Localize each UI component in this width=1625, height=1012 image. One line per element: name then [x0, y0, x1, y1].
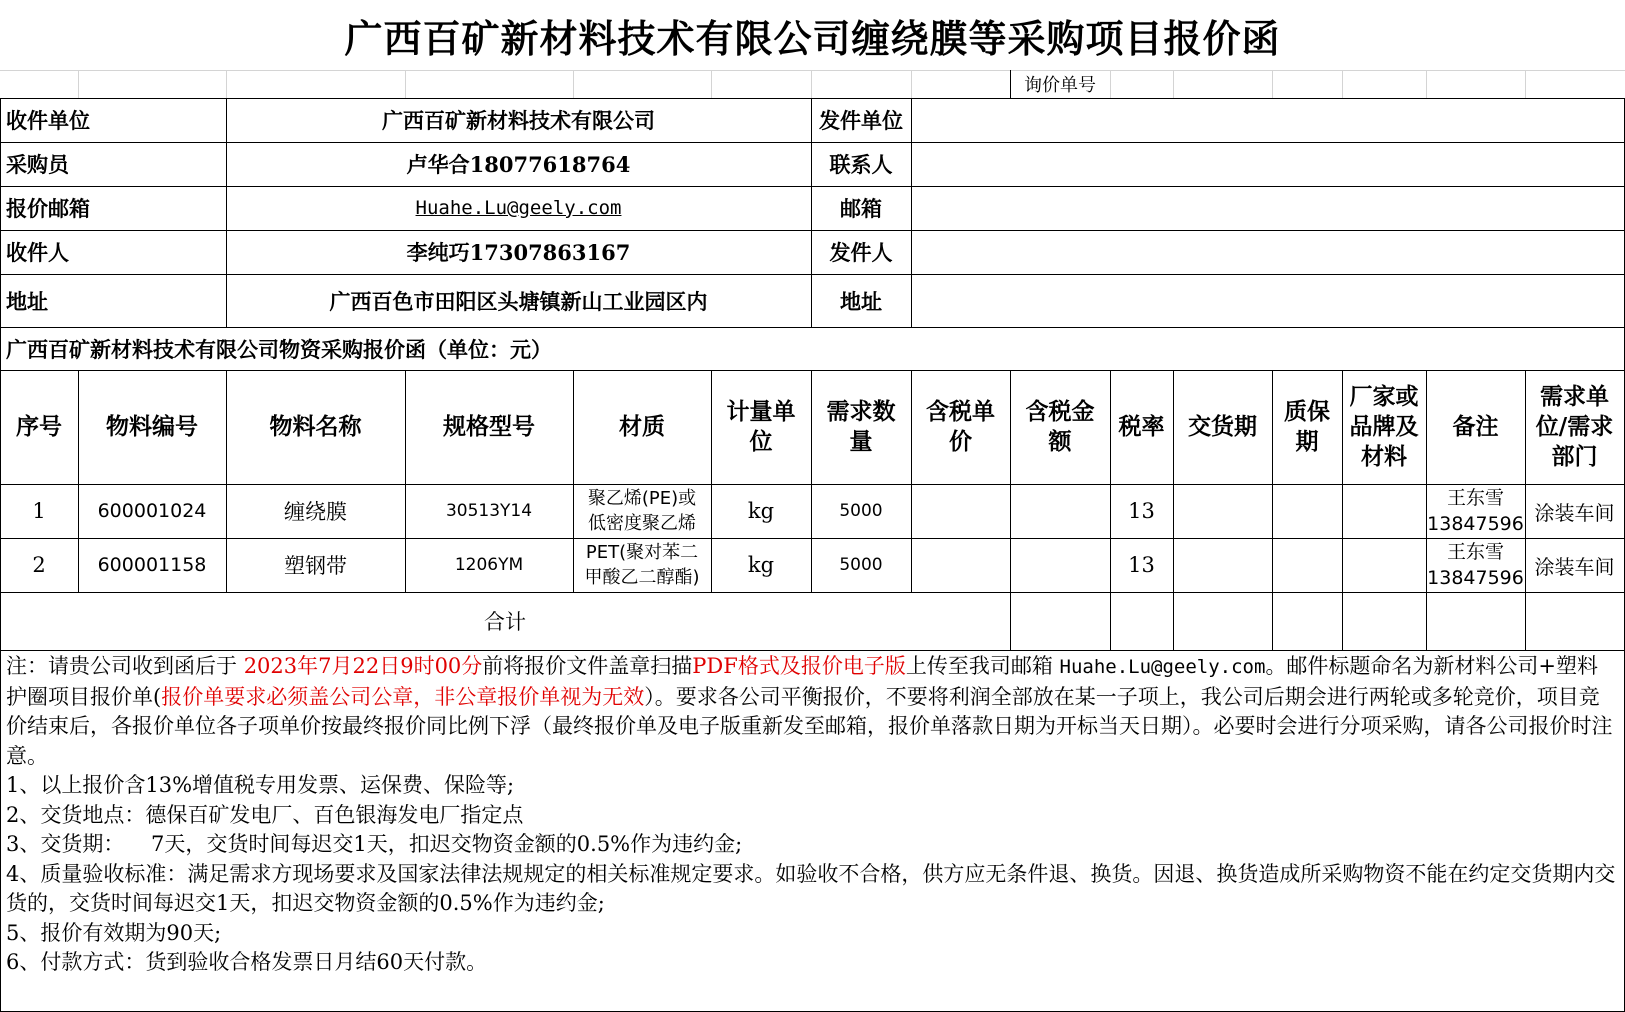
- col-header-tax: 税率: [1118, 413, 1165, 440]
- sender-company-field[interactable]: [911, 98, 1624, 142]
- notes-intro-c: 上传至我司邮箱: [905, 654, 1060, 678]
- contact-label: 联系人: [829, 152, 893, 177]
- col-header-remark: 备注: [1452, 413, 1499, 440]
- inquiry-no-value[interactable]: [1110, 70, 1625, 98]
- recipient-company-label: 收件单位: [6, 108, 90, 133]
- notes-format: PDF格式及报价电子版: [692, 654, 906, 678]
- row2-unit-price[interactable]: [911, 538, 1010, 592]
- col-header-material: 材质: [619, 413, 665, 440]
- col-header-qty: 需求数量: [826, 398, 896, 455]
- row2-material-line2: 甲酸乙二醇酯): [584, 567, 700, 588]
- row1-material-line1: 聚乙烯(PE)或: [587, 488, 697, 509]
- notes-item-4: 4、质量验收标准：满足需求方现场要求及国家法律法规规定的相关标准规定要求。如验收不合格，供方应无条件退、换货。因退、换货造成所采购物资不能在约定交货期内交货的，交货时间每迟交1天，扣迟交物资金额的0.5%作为违约金;: [6, 861, 1616, 915]
- row2-dept: 涂装车间: [1534, 554, 1615, 579]
- notes-block: [6, 652, 1618, 978]
- quote-email-link[interactable]: Huahe.Lu@geely.com: [415, 197, 622, 219]
- notes-item-5: 5、报价有效期为90天;: [6, 920, 222, 945]
- col-header-name: 物料名称: [269, 413, 362, 440]
- buyer-label: 采购员: [6, 152, 69, 177]
- col-header-no: 序号: [16, 413, 62, 440]
- row1-warranty[interactable]: [1272, 484, 1342, 538]
- row2-spec: 1206YM: [454, 555, 524, 575]
- email-label: 邮箱: [840, 196, 882, 221]
- total-amount[interactable]: [1010, 592, 1110, 650]
- row2-delivery[interactable]: [1173, 538, 1272, 592]
- col-header-amount: 含税金额: [1025, 398, 1095, 455]
- receiver-label: 收件人: [6, 240, 69, 265]
- buyer-value: 卢华合18077618764: [406, 152, 631, 177]
- col-header-dept: 需求单位/需求部门: [1535, 383, 1614, 470]
- notes-item-3: 3、交货期： 7天，交货时间每迟交1天，扣迟交物资金额的0.5%作为违约金;: [6, 832, 743, 856]
- notes-intro: [6, 652, 1618, 771]
- notes-intro-d: 。邮件标题命名为新材料公司+塑料护圈项目报价单(: [6, 654, 1599, 709]
- sender-address-label: 地址: [840, 288, 882, 314]
- inquiry-no-label: 询价单号: [1024, 75, 1096, 96]
- email-field[interactable]: [911, 186, 1624, 230]
- notes-warning: 报价单要求必须盖公司公章，非公章报价单视为无效: [161, 684, 645, 709]
- col-header-unit: 计量单位: [726, 398, 796, 455]
- row2-warranty[interactable]: [1272, 538, 1342, 592]
- row1-brand[interactable]: [1342, 484, 1426, 538]
- row1-remark-line2: 13847596: [1427, 513, 1524, 535]
- receiver-value: 李纯巧17307863167: [406, 240, 631, 265]
- row1-material: [573, 484, 711, 538]
- quote-email-link-cell: [226, 186, 811, 230]
- row2-tax: 13: [1128, 553, 1155, 577]
- row1-tax: 13: [1128, 499, 1155, 523]
- row1-remark: [1426, 484, 1525, 538]
- row2-material-line1: PET(聚对苯二: [585, 542, 699, 563]
- row2-remark: [1426, 538, 1525, 592]
- sender-address-field[interactable]: [911, 274, 1624, 327]
- col-header-code: 物料编号: [106, 413, 198, 440]
- sender-company-label: 发件单位: [819, 108, 903, 133]
- row1-remark-line1: 王东雪: [1446, 487, 1504, 509]
- sender-field[interactable]: [911, 230, 1624, 274]
- notes-intro-a: 注：请贵公司收到函后于: [6, 654, 244, 678]
- notes-item-2: 2、交货地点：德保百矿发电厂、百色银海发电厂指定点: [6, 802, 524, 827]
- row1-unit: kg: [747, 499, 775, 523]
- col-header-brand: 厂家或品牌及材料: [1349, 383, 1419, 470]
- row1-dept: 涂装车间: [1534, 500, 1615, 525]
- row2-code: 600001158: [97, 554, 207, 576]
- row1-qty: 5000: [839, 501, 883, 521]
- row1-code: 600001024: [97, 500, 207, 522]
- col-header-spec: 规格型号: [443, 413, 535, 440]
- notes-item-1: 1、以上报价含13%增值税专用发票、运保费、保险等;: [6, 773, 515, 797]
- col-header-delivery: 交货期: [1188, 413, 1257, 440]
- notes-deadline: 2023年7月22日9时00分: [243, 654, 483, 678]
- row1-delivery[interactable]: [1173, 484, 1272, 538]
- notes-intro-b: 前将报价文件盖章扫描: [482, 654, 693, 678]
- address-value: 广西百色市田阳区头塘镇新山工业园区内: [329, 288, 708, 314]
- row2-brand[interactable]: [1342, 538, 1426, 592]
- row2-no: 2: [32, 553, 46, 577]
- row1-spec: 30513Y14: [445, 501, 533, 521]
- page-title: 广西百矿新材料技术有限公司缠绕膜等采购项目报价函: [344, 15, 1281, 61]
- notes-item-6: 6、付款方式：货到验收合格发票日月结60天付款。: [6, 950, 488, 974]
- col-header-unit-price: 含税单价: [926, 398, 995, 455]
- row2-qty: 5000: [839, 555, 883, 575]
- row2-name: 塑钢带: [284, 554, 347, 578]
- row2-remark-line1: 王东雪: [1446, 541, 1504, 563]
- address-label: 地址: [6, 288, 48, 314]
- recipient-company-value: 广西百矿新材料技术有限公司: [382, 108, 655, 133]
- quote-email-label: 报价邮箱: [6, 196, 90, 221]
- section-title: 广西百矿新材料技术有限公司物资采购报价函（单位：元）: [6, 336, 552, 362]
- row1-name: 缠绕膜: [284, 500, 347, 524]
- total-label: 合计: [484, 610, 526, 634]
- row2-unit: kg: [747, 553, 775, 577]
- col-header-warranty: 质保期: [1284, 398, 1330, 455]
- contact-field[interactable]: [911, 142, 1624, 186]
- row2-material: [573, 538, 711, 592]
- row1-unit-price[interactable]: [911, 484, 1010, 538]
- sender-label: 发件人: [829, 240, 893, 265]
- notes-email: Huahe.Lu@geely.com: [1059, 656, 1266, 678]
- row1-material-line2: 低密度聚乙烯: [588, 513, 696, 534]
- notes-intro-e: ）。要求各公司平衡报价，不要将利润全部放在某一子项上，我公司后期会进行两轮或多轮竞价，项目竞价结束后，各报价单位各子项单价按最终报价同比例下浮（最终报价单及电子版重新发至邮箱，报价单落款日期为开标当天日期）。必要时会进行分项采购，请各公司报价时注意。: [6, 684, 1613, 768]
- row1-no: 1: [32, 499, 46, 523]
- row2-remark-line2: 13847596: [1427, 567, 1524, 589]
- row2-amount[interactable]: [1010, 538, 1110, 592]
- row1-amount[interactable]: [1010, 484, 1110, 538]
